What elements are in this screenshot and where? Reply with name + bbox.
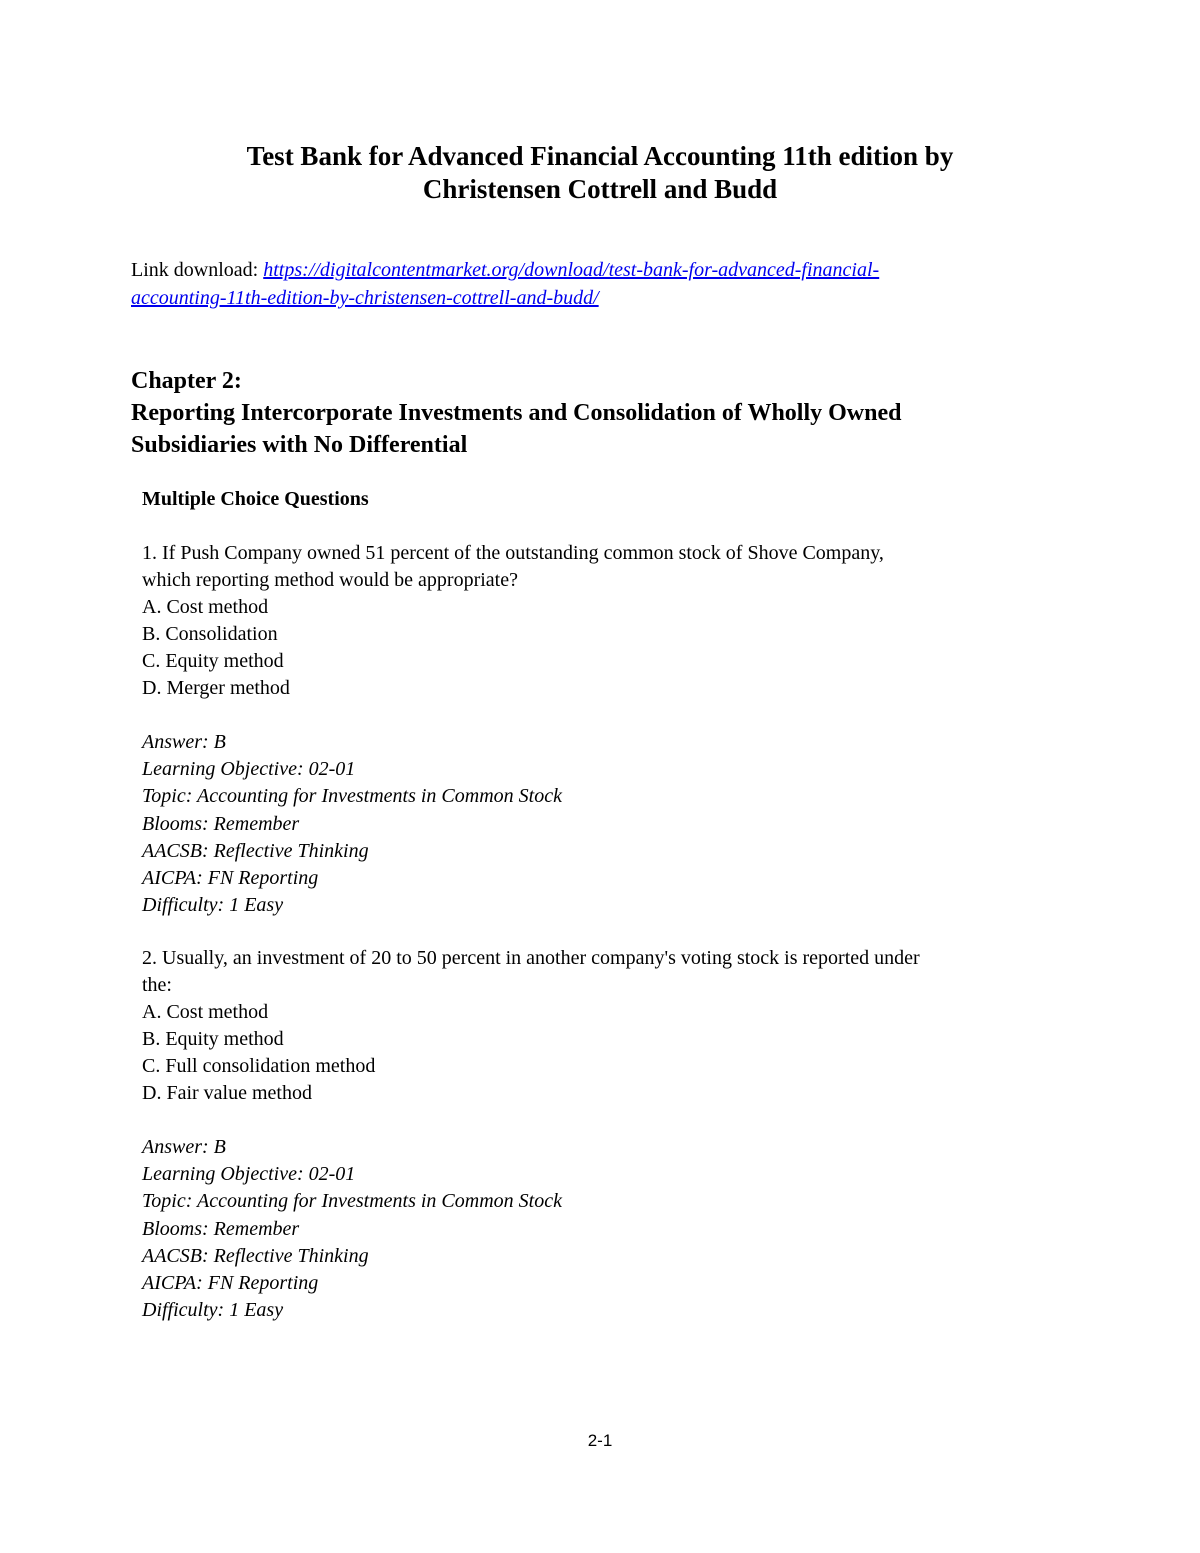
question-1	[142, 540, 1072, 702]
download-link-line-2: accounting-11th-edition-by-christensen-cottrell-and-budd/	[131, 287, 599, 309]
download-link-block	[131, 256, 1081, 312]
question-2-option-b: B. Equity method	[142, 1028, 284, 1050]
question-2-answer: Answer: B	[142, 1136, 226, 1158]
question-2	[142, 945, 1072, 1107]
question-1-blooms: Blooms: Remember	[142, 812, 300, 835]
chapter-heading	[131, 365, 1091, 461]
question-2-aacsb: AACSB: Reflective Thinking	[142, 1244, 369, 1267]
question-1-aicpa: AICPA: FN Reporting	[142, 867, 319, 890]
page-number: 2-1	[587, 1431, 613, 1450]
question-2-learning-objective: Learning Objective: 02-01	[142, 1163, 356, 1186]
question-2-option-a: A. Cost method	[142, 1001, 269, 1023]
question-1-option-a: A. Cost method	[142, 596, 269, 618]
link-label: Link download:	[131, 259, 264, 281]
question-2-topic: Topic: Accounting for Investments in Common Stock	[142, 1190, 562, 1213]
title-line-2: Christensen Cottrell and Budd	[422, 174, 778, 204]
question-2-option-c: C. Full consolidation method	[142, 1055, 376, 1077]
chapter-label: Chapter 2:	[131, 368, 242, 394]
question-2-blooms: Blooms: Remember	[142, 1217, 300, 1240]
question-1-stem-line-2: which reporting method would be appropriate?	[142, 569, 518, 591]
question-1-difficulty: Difficulty: 1 Easy	[142, 894, 284, 917]
question-1-aacsb: AACSB: Reflective Thinking	[142, 839, 369, 862]
question-1-option-c: C. Equity method	[142, 650, 284, 672]
question-2-stem-line-2: the:	[142, 974, 172, 996]
chapter-title-line-2: Subsidiaries with No Differential	[131, 432, 468, 458]
title-line-1: Test Bank for Advanced Financial Accounting 11th edition by	[246, 141, 954, 171]
question-1-option-b: B. Consolidation	[142, 623, 278, 645]
question-1-metadata	[142, 729, 842, 919]
document-title	[100, 140, 1100, 206]
question-2-metadata	[142, 1134, 842, 1324]
section-heading: Multiple Choice Questions	[142, 488, 369, 510]
chapter-title-line-1: Reporting Intercorporate Investments and Consolidation of Wholly Owned	[131, 400, 902, 426]
question-2-aicpa: AICPA: FN Reporting	[142, 1272, 319, 1295]
question-1-answer: Answer: B	[142, 731, 226, 753]
question-2-option-d: D. Fair value method	[142, 1082, 312, 1104]
question-1-topic: Topic: Accounting for Investments in Common Stock	[142, 785, 562, 808]
question-2-difficulty: Difficulty: 1 Easy	[142, 1299, 284, 1322]
question-1-option-d: D. Merger method	[142, 677, 290, 699]
question-2-stem-line-1: 2. Usually, an investment of 20 to 50 percent in another company's voting stock is reported under	[142, 947, 920, 969]
question-1-stem-line-1: 1. If Push Company owned 51 percent of the outstanding common stock of Shove Company,	[142, 542, 884, 564]
question-1-learning-objective: Learning Objective: 02-01	[142, 758, 356, 781]
download-link-line-1: https://digitalcontentmarket.org/download/test-bank-for-advanced-financial-	[263, 259, 880, 281]
